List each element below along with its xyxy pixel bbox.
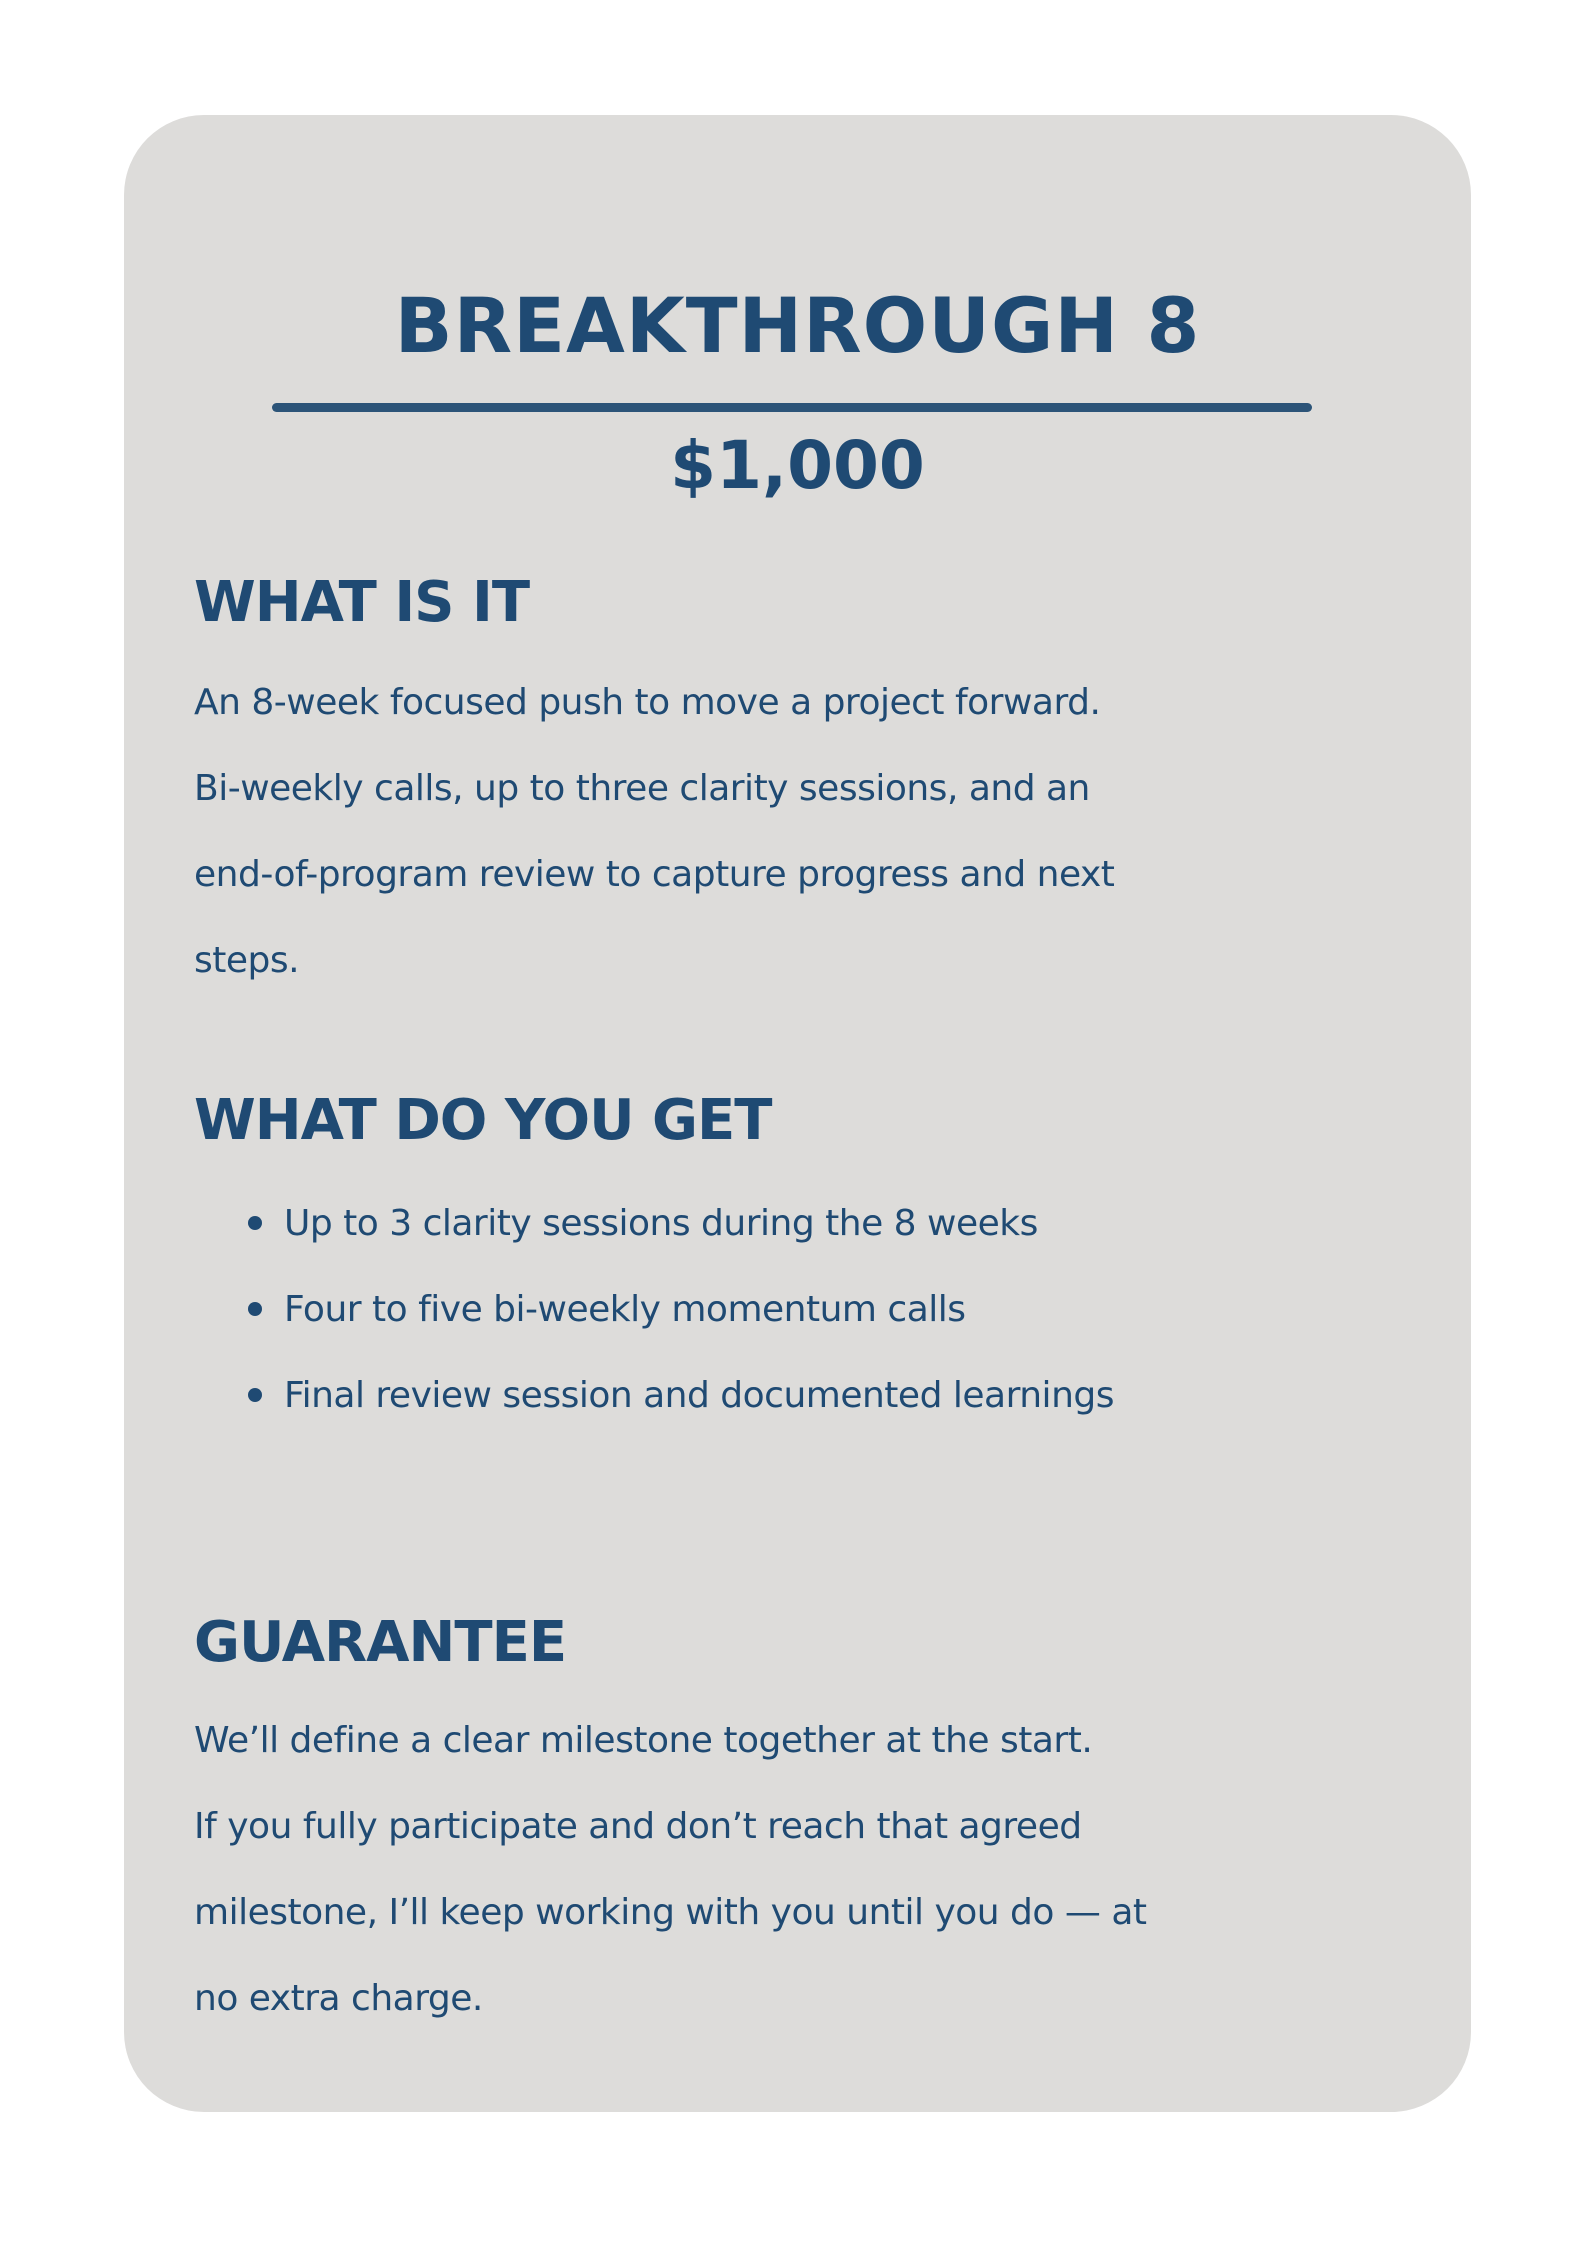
description-line: end-of-program review to capture progress and next [194, 854, 1115, 895]
description-line: Bi-weekly calls, up to three clarity sessions, and an [194, 768, 1090, 809]
benefits-list [248, 1181, 1114, 1439]
guarantee-description [194, 1698, 1424, 2042]
description-line: milestone, I’ll keep working with you until you do — at [194, 1892, 1147, 1933]
description-line: steps. [194, 940, 300, 981]
bullet-icon [248, 1302, 262, 1316]
list-item-text: Up to 3 clarity sessions during the 8 weeks [284, 1203, 1038, 1244]
bullet-icon [248, 1388, 262, 1402]
offer-title: BREAKTHROUGH 8 [394, 281, 1201, 370]
guarantee-heading: GUARANTEE [194, 1610, 567, 1675]
what-is-it-heading: WHAT IS IT [194, 570, 530, 635]
list-item [248, 1181, 1114, 1267]
offer-card [124, 115, 1471, 2112]
description-line: An 8-week focused push to move a project forward. [194, 682, 1101, 723]
offer-price: $1,000 [670, 427, 925, 504]
description-line: If you fully participate and don’t reach that agreed [194, 1806, 1082, 1847]
list-item [248, 1267, 1114, 1353]
bullet-icon [248, 1216, 262, 1230]
description-line: We’ll define a clear milestone together at the start. [194, 1720, 1093, 1761]
what-is-it-description [194, 660, 1424, 1004]
what-do-you-get-heading: WHAT DO YOU GET [194, 1088, 772, 1153]
list-item [248, 1353, 1114, 1439]
list-item-text: Four to five bi-weekly momentum calls [284, 1289, 966, 1330]
title-underline [272, 403, 1312, 412]
list-item-text: Final review session and documented learnings [284, 1375, 1114, 1416]
description-line: no extra charge. [194, 1978, 483, 2019]
